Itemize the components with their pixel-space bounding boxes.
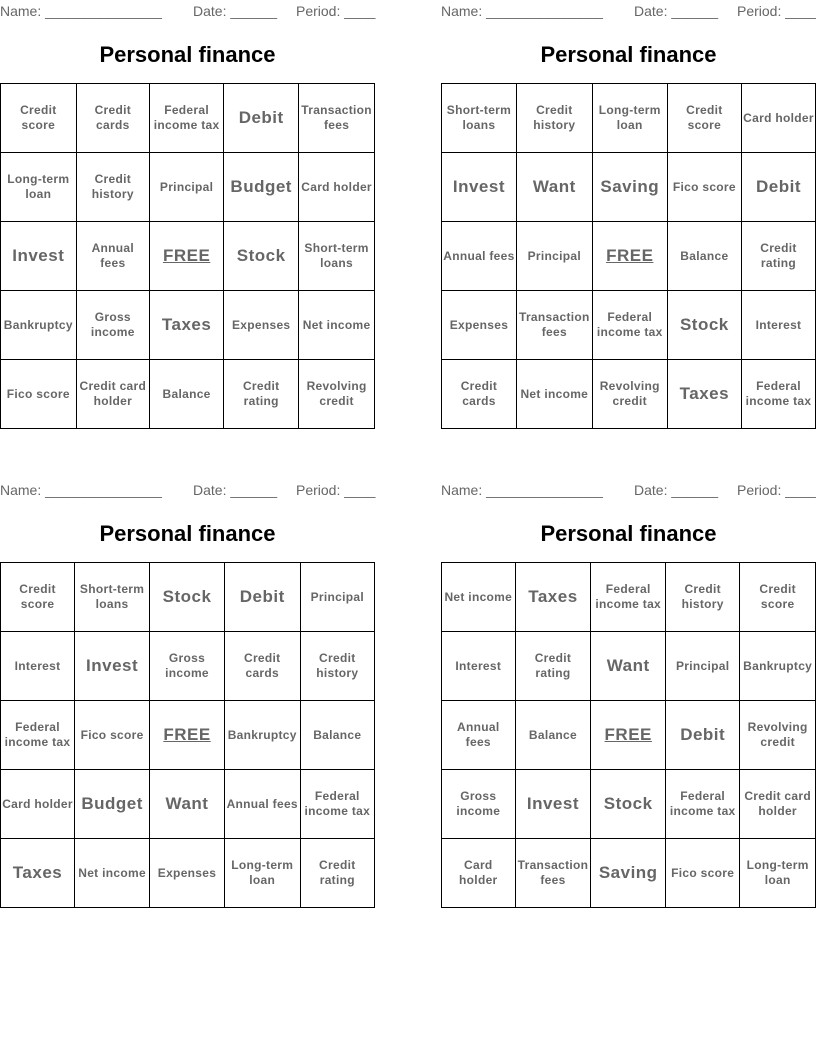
bingo-cell: Credit rating — [515, 632, 591, 701]
date-field-label: Date: ______ — [634, 3, 719, 19]
bingo-cell: Gross income — [442, 770, 516, 839]
bingo-cell: Transaction fees — [299, 84, 375, 153]
bingo-cell: Federal income tax — [150, 84, 224, 153]
bingo-cell: Want — [591, 632, 666, 701]
bingo-row — [442, 563, 816, 632]
bingo-cell: Credit history — [300, 632, 374, 701]
bingo-cell: Credit card holder — [740, 770, 816, 839]
bingo-cell: Fico score — [666, 839, 740, 908]
bingo-cell: Long-term loan — [1, 153, 77, 222]
bingo-cell: Interest — [1, 632, 75, 701]
bingo-row — [1, 632, 375, 701]
bingo-cell: Short-term loans — [442, 84, 517, 153]
bingo-cell: Card holder — [442, 839, 516, 908]
bingo-cell: Card holder — [299, 153, 375, 222]
bingo-cell: Annual fees — [76, 222, 149, 291]
bingo-cell: Revolving credit — [740, 701, 816, 770]
bingo-cell: Invest — [515, 770, 591, 839]
bingo-row — [1, 84, 375, 153]
bingo-cell: Budget — [224, 153, 299, 222]
bingo-cell: Credit history — [666, 563, 740, 632]
bingo-cell: Credit cards — [442, 360, 517, 429]
bingo-cell: Balance — [667, 222, 741, 291]
bingo-cell: Invest — [75, 632, 150, 701]
bingo-cell: Fico score — [75, 701, 150, 770]
bingo-grid — [0, 83, 375, 429]
bingo-cell: Long-term loan — [740, 839, 816, 908]
bingo-cell: Transaction fees — [515, 839, 591, 908]
date-field-label: Date: ______ — [634, 482, 719, 498]
bingo-card — [441, 0, 816, 408]
bingo-row — [442, 291, 816, 360]
bingo-cell: Stock — [224, 222, 299, 291]
bingo-row — [1, 701, 375, 770]
bingo-cell: Short-term loans — [75, 563, 150, 632]
bingo-cell: Expenses — [224, 291, 299, 360]
bingo-row — [1, 360, 375, 429]
bingo-cell: Credit cards — [224, 632, 300, 701]
bingo-cell: Long-term loan — [592, 84, 667, 153]
bingo-grid — [441, 562, 816, 908]
bingo-cell: Principal — [516, 222, 592, 291]
name-field-label: Name: _______________ — [441, 3, 603, 19]
bingo-cell: Card holder — [741, 84, 815, 153]
bingo-cell: Debit — [224, 563, 300, 632]
bingo-cell: Transaction fees — [516, 291, 592, 360]
bingo-cell: Taxes — [667, 360, 741, 429]
student-info-header — [0, 479, 375, 501]
bingo-cell: Interest — [741, 291, 815, 360]
bingo-cell: Card holder — [1, 770, 75, 839]
bingo-row — [442, 701, 816, 770]
bingo-cell: Debit — [666, 701, 740, 770]
bingo-row — [442, 222, 816, 291]
bingo-cell: Invest — [442, 153, 517, 222]
bingo-cell: Gross income — [76, 291, 149, 360]
bingo-row — [1, 291, 375, 360]
bingo-cell: Stock — [667, 291, 741, 360]
bingo-cell: Stock — [591, 770, 666, 839]
bingo-cell: Expenses — [442, 291, 517, 360]
bingo-cell: Saving — [592, 153, 667, 222]
bingo-cell: Net income — [516, 360, 592, 429]
bingo-cell: Taxes — [1, 839, 75, 908]
student-info-header — [441, 479, 816, 501]
bingo-cell: Federal income tax — [592, 291, 667, 360]
student-info-header — [0, 0, 375, 22]
card-title: Personal finance — [540, 42, 717, 67]
card-title: Personal finance — [99, 42, 276, 67]
bingo-cell: Net income — [299, 291, 375, 360]
period-field-label: Period: ____ — [296, 3, 376, 19]
bingo-card — [441, 479, 816, 887]
bingo-cell: Federal income tax — [591, 563, 666, 632]
name-field-label: Name: _______________ — [0, 482, 162, 498]
bingo-row — [1, 222, 375, 291]
bingo-cell: Balance — [515, 701, 591, 770]
name-field-label: Name: _______________ — [0, 3, 162, 19]
bingo-cell: Credit score — [1, 84, 77, 153]
bingo-cell: Budget — [75, 770, 150, 839]
bingo-row — [1, 563, 375, 632]
bingo-cell: Expenses — [150, 839, 225, 908]
bingo-row — [442, 632, 816, 701]
bingo-cell: Taxes — [150, 291, 224, 360]
name-field-label: Name: _______________ — [441, 482, 603, 498]
date-field-label: Date: ______ — [193, 482, 278, 498]
bingo-cell: Debit — [741, 153, 815, 222]
bingo-row — [1, 770, 375, 839]
bingo-cell: Bankruptcy — [224, 701, 300, 770]
bingo-cell: Credit score — [740, 563, 816, 632]
bingo-card — [0, 479, 376, 887]
bingo-cell: Annual fees — [442, 222, 517, 291]
bingo-cell: Interest — [442, 632, 516, 701]
bingo-cell: Federal income tax — [741, 360, 815, 429]
bingo-cell: Fico score — [1, 360, 77, 429]
bingo-cell: Want — [150, 770, 225, 839]
bingo-grid — [0, 562, 375, 908]
bingo-cell: Fico score — [667, 153, 741, 222]
bingo-cell: Bankruptcy — [1, 291, 77, 360]
bingo-cell: Stock — [150, 563, 225, 632]
bingo-cell: Credit score — [1, 563, 75, 632]
bingo-cell: Credit rating — [224, 360, 299, 429]
free-space-cell: FREE — [150, 222, 224, 291]
bingo-cell: Principal — [666, 632, 740, 701]
bingo-cell: Revolving credit — [592, 360, 667, 429]
bingo-cell: Taxes — [515, 563, 591, 632]
bingo-cell: Credit score — [667, 84, 741, 153]
bingo-row — [1, 153, 375, 222]
free-space-cell: FREE — [592, 222, 667, 291]
bingo-cell: Gross income — [150, 632, 225, 701]
free-space-cell: FREE — [150, 701, 225, 770]
bingo-cell: Invest — [1, 222, 77, 291]
bingo-cell: Saving — [591, 839, 666, 908]
bingo-cell: Balance — [150, 360, 224, 429]
bingo-cell: Want — [516, 153, 592, 222]
bingo-cell: Credit cards — [76, 84, 149, 153]
bingo-cell: Annual fees — [224, 770, 300, 839]
bingo-row — [1, 839, 375, 908]
bingo-row — [442, 84, 816, 153]
bingo-cell: Debit — [224, 84, 299, 153]
bingo-row — [442, 153, 816, 222]
bingo-cell: Credit rating — [741, 222, 815, 291]
bingo-row — [442, 839, 816, 908]
bingo-grid — [441, 83, 816, 429]
bingo-row — [442, 770, 816, 839]
bingo-cell: Federal income tax — [300, 770, 374, 839]
bingo-cell: Net income — [75, 839, 150, 908]
bingo-cell: Bankruptcy — [740, 632, 816, 701]
bingo-row — [442, 360, 816, 429]
free-space-cell: FREE — [591, 701, 666, 770]
bingo-card — [0, 0, 376, 408]
bingo-cell: Short-term loans — [299, 222, 375, 291]
bingo-cell: Credit card holder — [76, 360, 149, 429]
bingo-cell: Net income — [442, 563, 516, 632]
student-info-header — [441, 0, 816, 22]
bingo-cell: Annual fees — [442, 701, 516, 770]
bingo-cell: Revolving credit — [299, 360, 375, 429]
bingo-cell: Credit history — [76, 153, 149, 222]
date-field-label: Date: ______ — [193, 3, 278, 19]
bingo-cell: Credit rating — [300, 839, 374, 908]
bingo-cell: Balance — [300, 701, 374, 770]
card-title: Personal finance — [540, 521, 717, 546]
period-field-label: Period: ____ — [296, 482, 376, 498]
bingo-cell: Principal — [300, 563, 374, 632]
bingo-cell: Principal — [150, 153, 224, 222]
period-field-label: Period: ____ — [737, 3, 816, 19]
period-field-label: Period: ____ — [737, 482, 816, 498]
bingo-cell: Credit history — [516, 84, 592, 153]
bingo-cell: Long-term loan — [224, 839, 300, 908]
bingo-cell: Federal income tax — [666, 770, 740, 839]
card-title: Personal finance — [99, 521, 276, 546]
bingo-cell: Federal income tax — [1, 701, 75, 770]
